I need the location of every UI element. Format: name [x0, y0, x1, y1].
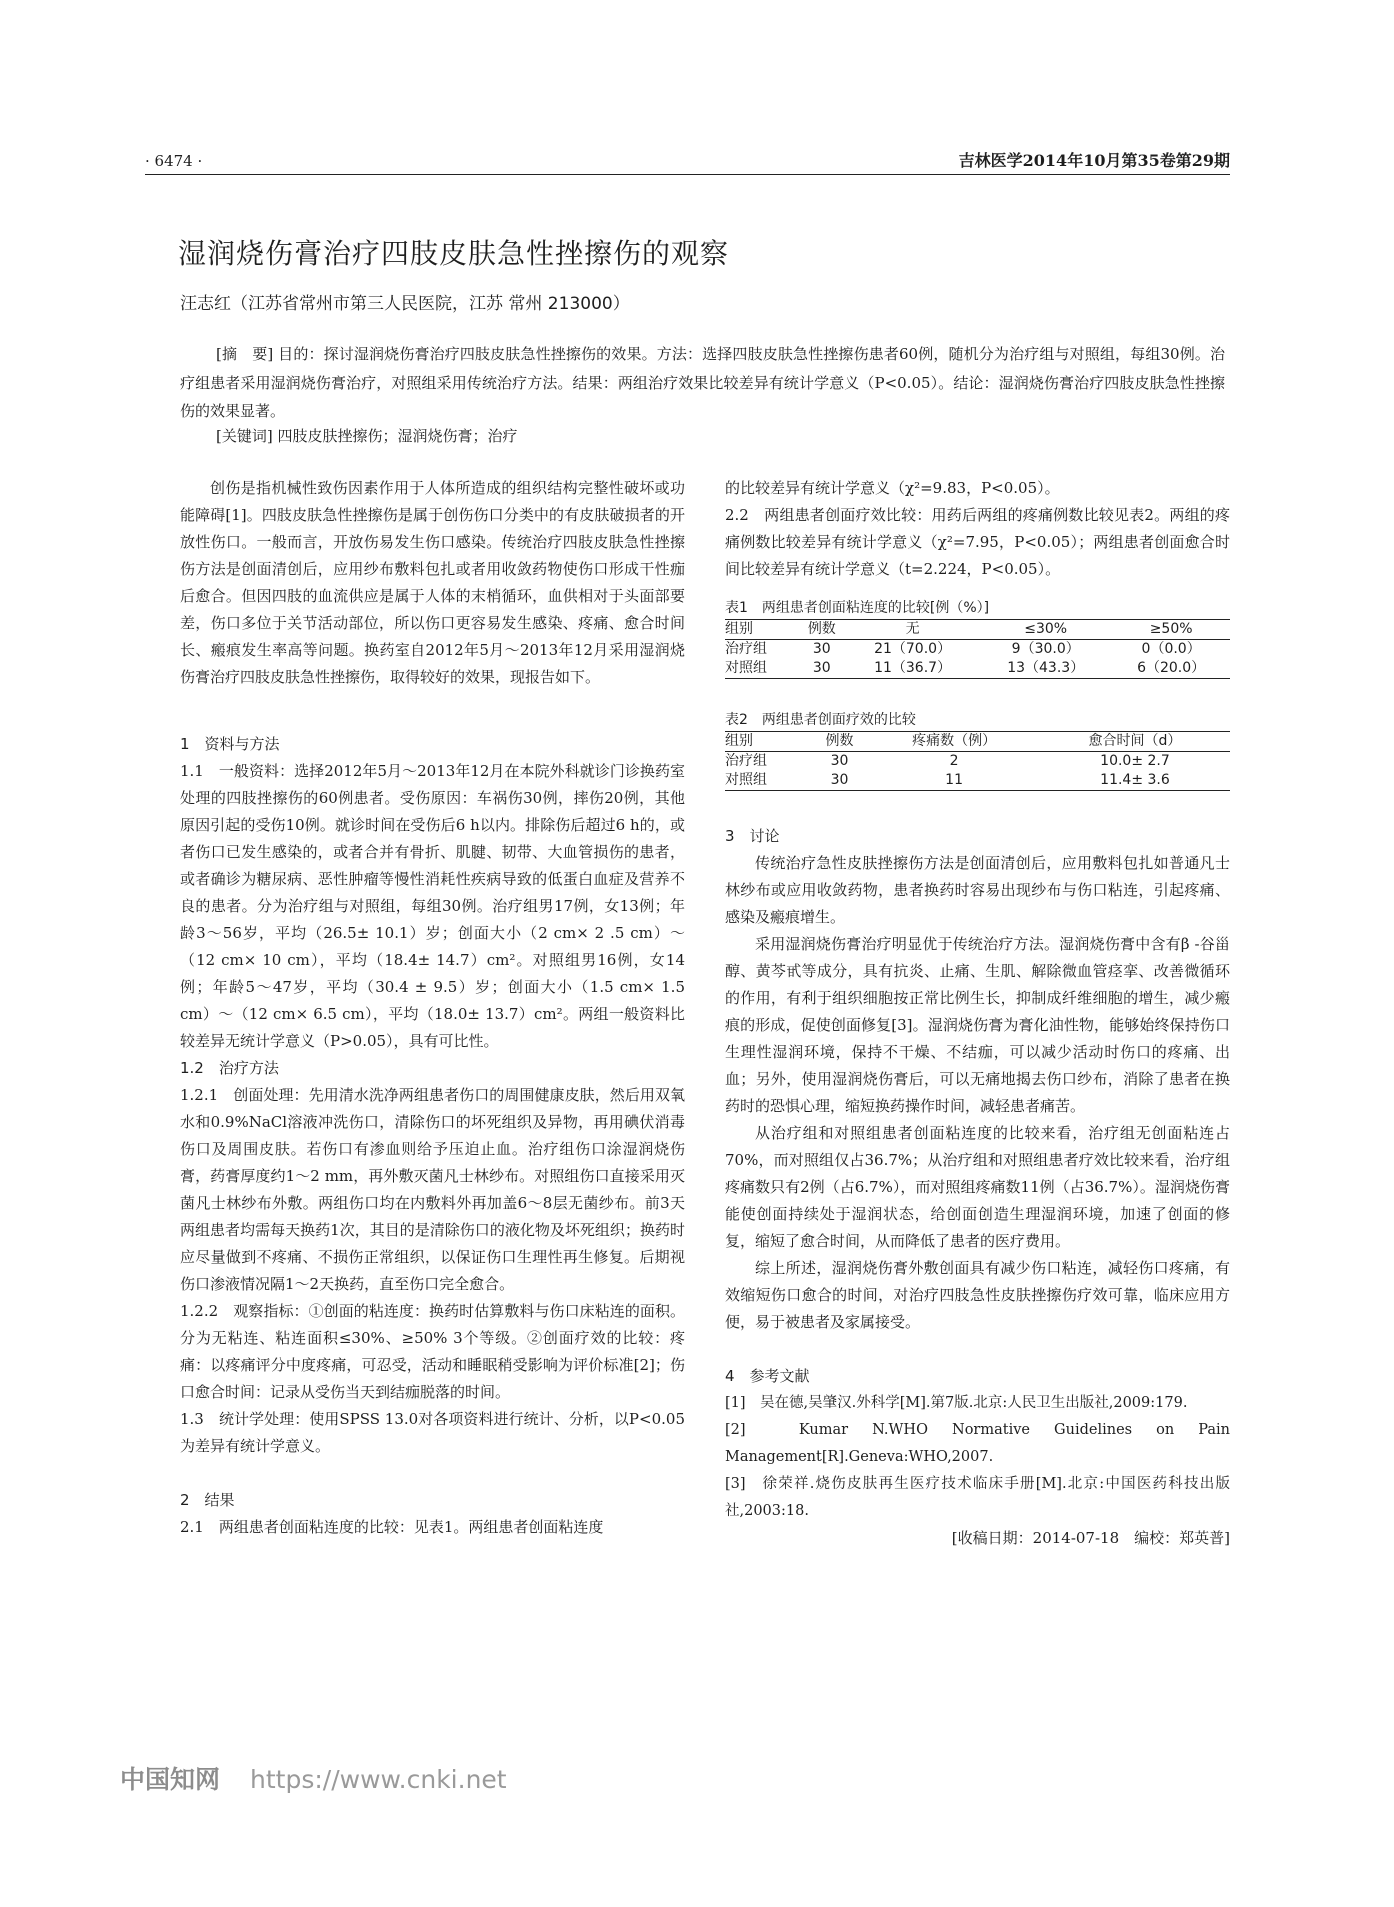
table-cell: 30 — [830, 753, 849, 769]
left-column — [180, 475, 685, 1541]
table-cell: 11 — [868, 771, 1040, 791]
discussion-paragraph: 从治疗组和对照组患者创面粘连度的比较来看，治疗组无创面粘连占70%，而对照组仅占36.7%；从治疗组和对照组患者疗效比较来看，治疗组疼痛数只有2例（占6.7%），而对照组疼痛数11例（占36.7%）。湿润烧伤膏能使创面持续处于湿润状态，给创面创造生理湿润环境，加速了创面的修复，缩短了愈合时间，从而降低了患者的医疗费用。 — [725, 1124, 1230, 1250]
table2-header-cell: 愈合时间（d） — [1040, 732, 1230, 752]
received-date: [收稿日期：2014-07-18 编校：郑英普] — [951, 1529, 1230, 1547]
table-cell: 治疗组 — [725, 753, 767, 769]
table-cell: 13（43.3） — [979, 659, 1112, 679]
table-cell: 对照组 — [725, 659, 798, 679]
table1-caption: 表1 两组患者创面粘连度的比较[例（%）] — [725, 600, 990, 616]
table-cell: 11.4± 3.6 — [1040, 771, 1230, 791]
table1-header-cell: ≤30% — [979, 620, 1112, 640]
table-row — [725, 640, 1230, 660]
table1-header-cell: 组别 — [725, 620, 798, 640]
table1-header-cell: 例数 — [798, 620, 846, 640]
abstract: [摘 要] 目的：探讨湿润烧伤膏治疗四肢皮肤急性挫擦伤的效果。方法：选择四肢皮肤急性挫擦伤患者60例，随机分为治疗组与对照组，每组30例。治疗组患者采用湿润烧伤膏治疗，对照组采用传统治疗方法。结果：两组治疗效果比较差异有统计学意义（P<0.05）。结论：湿润烧伤膏治疗四肢皮肤急性挫擦伤的效果显著。 — [180, 345, 1225, 420]
discussion-paragraph: 采用湿润烧伤膏治疗明显优于传统治疗方法。湿润烧伤膏中含有β -谷甾醇、黄芩甙等成分，具有抗炎、止痛、生肌、解除微血管痉挛、改善微循环的作用，有利于组织细胞按正常比例生长，抑制成纤维细胞的增生，减少瘢痕的形成，促使创面修复[3]。湿润烧伤膏为膏化油性物，能够始终保持伤口生理性湿润环境，保持不干燥、不结痂，可以减少活动时伤口的疼痛、出血；另外，使用湿润烧伤膏后，可以无痛地揭去伤口纱布，消除了患者在换药时的恐惧心理，缩短换药操作时间，减轻患者痛苦。 — [725, 935, 1230, 1115]
table2-header-row — [725, 732, 1230, 752]
journal-info: 吉林医学2014年10月第35卷第29期 — [958, 151, 1230, 170]
table2-header-cell: 组别 — [725, 732, 811, 752]
section-1-heading: 1 资料与方法 — [180, 735, 280, 753]
table-cell: 11（36.7） — [846, 659, 979, 679]
table-cell: 30 — [812, 641, 831, 657]
section-1-2-2: 1.2.2 观察指标：①创面的粘连度：换药时估算敷料与伤口床粘连的面积。分为无粘连、粘连面积≤30%、≥50% 3个等级。②创面疗效的比较：疼痛：以疼痛评分中度疼痛，可忍受，活动和睡眠稍受影响为评价标准[2]；伤口愈合时间：记录从受伤当天到结痂脱落的时间。 — [180, 1302, 685, 1401]
reference-item: [3] 徐荣祥.烧伤皮肤再生医疗技术临床手册[M].北京:中国医药科技出版社,2003:18. — [725, 1476, 1230, 1519]
watermark-footer — [120, 1760, 507, 1796]
section-1-2-1: 1.2.1 创面处理：先用清水洗净两组患者伤口的周围健康皮肤，然后用双氧水和0.9%NaCl溶液冲洗伤口，清除伤口的坏死组织及异物，再用碘伏消毒伤口及周围皮肤。若伤口有渗血则给予压迫止血。治疗组伤口涂湿润烧伤膏，药膏厚度约1～2 mm，再外敷灭菌凡士林纱布。对照组伤口直接采用灭菌凡士林纱布外敷。两组伤口均在内敷料外再加盖6～8层无菌纱布。前3天两组患者均需每天换药1次，其目的是清除伤口的液化物及坏死组织；换药时应尽量做到不疼痛、不损伤正常组织，以保证伤口生理性再生修复。后期视伤口渗液情况隔1～2天换药，直至伤口完全愈合。 — [180, 1086, 685, 1293]
table-cell: 0（0.0） — [1141, 641, 1201, 657]
reference-item: [2] Kumar N.WHO Normative Guidelines on Pain Management[R].Geneva:WHO,2007. — [725, 1422, 1230, 1465]
section-2-heading: 2 结果 — [180, 1491, 235, 1509]
table-cell: 9（30.0） — [1011, 641, 1080, 657]
section-2-1-continued: 的比较差异有统计学意义（χ²=9.83，P<0.05）。 — [725, 479, 1060, 497]
table-row — [725, 659, 1230, 679]
table-row — [725, 752, 1230, 772]
header-rule — [145, 174, 1230, 175]
table-cell: 10.0± 2.7 — [1100, 753, 1170, 769]
table2-header-cell: 例数 — [811, 732, 868, 752]
discussion-paragraph: 综上所述，湿润烧伤膏外敷创面具有减少伤口粘连，减轻伤口疼痛，有效缩短伤口愈合的时间，对治疗四肢急性皮肤挫擦伤疗效可靠，临床应用方便，易于被患者及家属接受。 — [725, 1259, 1230, 1331]
page-number: · 6474 · — [145, 152, 203, 170]
table-cell: 2 — [949, 753, 959, 769]
reference-item: [1] 吴在德,吴肇汉.外科学[M].第7版.北京:人民卫生出版社,2009:179. — [725, 1395, 1188, 1411]
table2-caption: 表2 两组患者创面疗效的比较 — [725, 712, 916, 728]
intro-paragraph: 创伤是指机械性致伤因素作用于人体所造成的组织结构完整性破坏或功能障碍[1]。四肢皮肤急性挫擦伤是属于创伤伤口分类中的有皮肤破损者的开放性伤口。一般而言，开放伤易发生伤口感染。传统治疗四肢皮肤急性挫擦伤方法是创面清创后，应用纱布敷料包扎或者用收敛药物使伤口形成干性痂后愈合。但因四肢的血流供应是属于人体的末梢循环，血供相对于头面部要差，伤口多位于关节活动部位，所以伤口更容易发生感染、疼痛、愈合时间长、瘢痕发生率高等问题。换药室自2012年5月～2013年12月采用湿润烧伤膏治疗四肢皮肤急性挫擦伤，取得较好的效果，现报告如下。 — [180, 479, 685, 686]
table1-header-row — [725, 620, 1230, 640]
table-2 — [725, 731, 1230, 791]
cnki-url[interactable]: https://www.cnki.net — [250, 1765, 507, 1794]
table-cell: 21（70.0） — [874, 641, 952, 657]
table1-header-cell: ≥50% — [1112, 620, 1230, 640]
table-1 — [725, 619, 1230, 679]
section-2-1: 2.1 两组患者创面粘连度的比较：见表1。两组患者创面粘连度 — [180, 1518, 604, 1536]
section-3-heading: 3 讨论 — [725, 827, 780, 845]
section-1-2-heading: 1.2 治疗方法 — [180, 1059, 279, 1077]
section-4-heading: 4 参考文献 — [725, 1367, 810, 1385]
right-column — [725, 475, 1230, 1552]
table-cell: 30 — [811, 771, 868, 791]
section-2-2: 2.2 两组患者创面疗效比较：用药后两组的疼痛例数比较见表2。两组的疼痛例数比较差异有统计学意义（χ²=7.95，P<0.05）；两组患者创面愈合时间比较差异有统计学意义（t=2.224，P<0.05）。 — [725, 506, 1230, 578]
article-title: 湿润烧伤膏治疗四肢皮肤急性挫擦伤的观察 — [178, 237, 730, 270]
table1-header-cell: 无 — [846, 620, 979, 640]
table-cell: 治疗组 — [725, 641, 767, 657]
author-affiliation: 汪志红（江苏省常州市第三人民医院，江苏 常州 213000） — [180, 294, 630, 314]
discussion-paragraph: 传统治疗急性皮肤挫擦伤方法是创面清创后，应用敷料包扎如普通凡士林纱布或应用收敛药物，患者换药时容易出现纱布与伤口粘连，引起疼痛、感染及瘢痕增生。 — [725, 854, 1230, 926]
table-cell: 对照组 — [725, 771, 811, 791]
cnki-brand: 中国知网 — [120, 1765, 221, 1794]
table-cell: 30 — [798, 659, 846, 679]
section-1-1: 1.1 一般资料：选择2012年5月～2013年12月在本院外科就诊门诊换药室处理的四肢挫擦伤的60例患者。受伤原因：车祸伤30例，摔伤20例，其他原因引起的受伤10例。就诊时间在受伤后6 h以内。排除伤后超过6 h的，或者伤口已发生感染的，或者合并有骨折、肌腱、韧带、大血管损伤的患者，或者确诊为糖尿病、恶性肿瘤等慢性消耗性疾病导致的低蛋白血症及营养不良的患者。分为治疗组与对照组，每组30例。治疗组男17例，女13例；年龄3～56岁，平均（26.5± 10.1）岁；创面大小（2 cm× 2 .5 cm）～（12 cm× 10 cm），平均（18.4± 14.7）cm²。对照组男16例，女14例；年龄5～47岁，平均（30.4 ± 9.5）岁；创面大小（1.5 cm× 1.5 cm）～（12 cm× 6.5 cm），平均（18.0± 13.7）cm²。两组一般资料比较差异无统计学意义（P>0.05），具有可比性。 — [180, 762, 685, 1050]
table-cell: 6（20.0） — [1112, 659, 1230, 679]
keywords: [关键词] 四肢皮肤挫擦伤；湿润烧伤膏；治疗 — [216, 427, 518, 445]
table-row — [725, 771, 1230, 791]
table2-header-cell: 疼痛数（例） — [868, 732, 1040, 752]
section-1-3: 1.3 统计学处理：使用SPSS 13.0对各项资料进行统计、分析，以P<0.05为差异有统计学意义。 — [180, 1410, 685, 1455]
